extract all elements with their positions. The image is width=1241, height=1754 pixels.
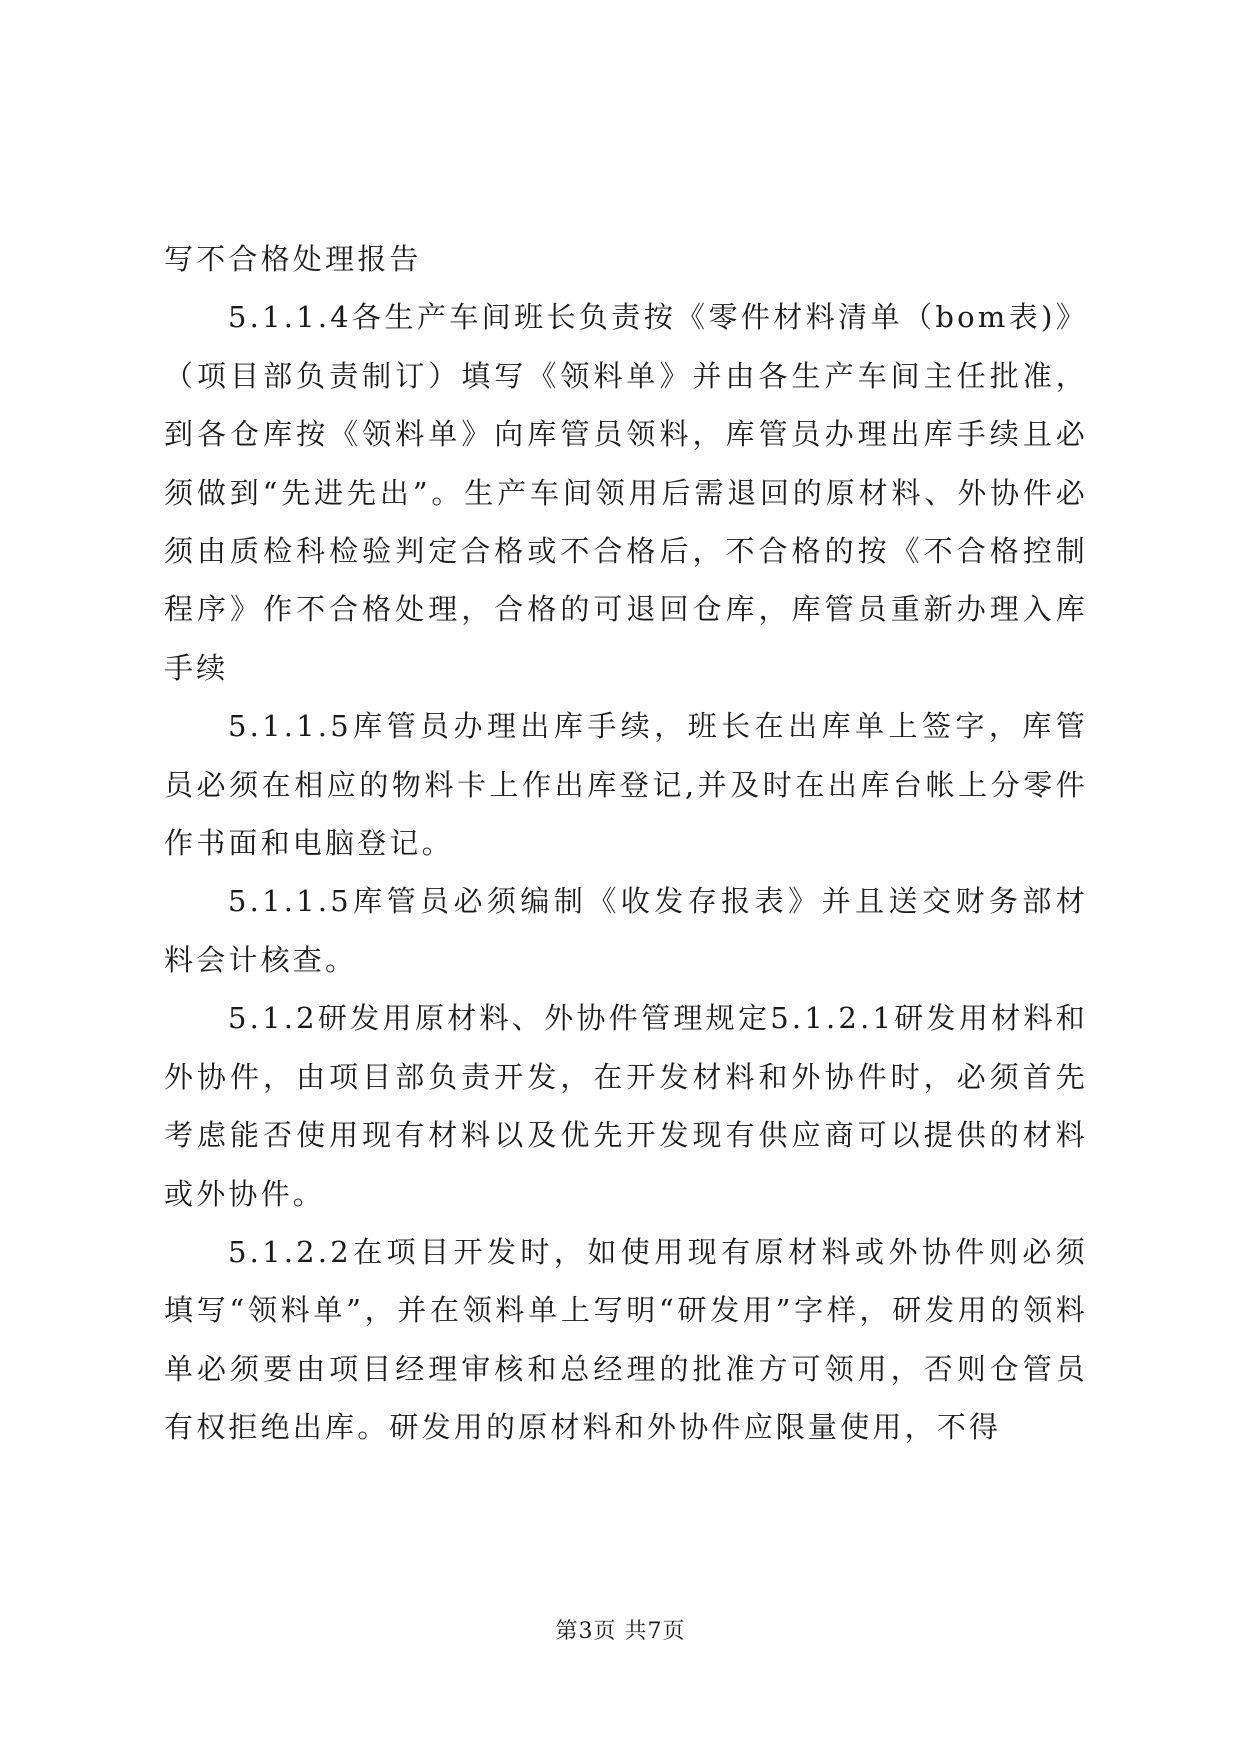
paragraph-4: 5.1.1.5库管员必须编制《收发存报表》并且送交财务部材料会计核查。: [164, 884, 1088, 977]
paragraph-3: 5.1.1.5库管员办理出库手续，班长在出库单上签字，库管员必须在相应的物料卡上作出库登记,并及时在出库台帐上分零件作书面和电脑登记。: [164, 709, 1088, 861]
paragraph-6: 5.1.2.2在项目开发时，如使用现有原材料或外协件则必须填写“领料单”，并在领料单上写明“研发用”字样，研发用的领料单必须要由项目经理审核和总经理的批准方可领用，否则仓管员有权拒绝出库。研发用的原材料和外协件应限量使用，不得: [164, 1234, 1088, 1445]
paragraph-5: 5.1.2研发用原材料、外协件管理规定5.1.2.1研发用材料和外协件，由项目部负责开发，在开发材料和外协件时，必须首先考虑能否使用现有材料以及优先开发现有供应商可以提供的材料或外协件。: [164, 1001, 1088, 1211]
paragraph-2: 5.1.1.4各生产车间班长负责按《零件材料清单（bom表)》（项目部负责制订）填写《领料单》并由各生产车间主任批准，到各仓库按《领料单》向库管员领料，库管员办理出库手续且必须做到“先进先出”。生产车间领用后需退回的原材料、外协件必须由质检科检验判定合格或不合格后，不合格的按《不合格控制程序》作不合格处理，合格的可退回仓库，库管员重新办理入库手续: [164, 300, 1088, 685]
page-number-footer: 第3页 共7页: [555, 1619, 686, 1644]
paragraph-1: 写不合格处理报告: [164, 242, 422, 276]
document-body: [164, 230, 1088, 1457]
